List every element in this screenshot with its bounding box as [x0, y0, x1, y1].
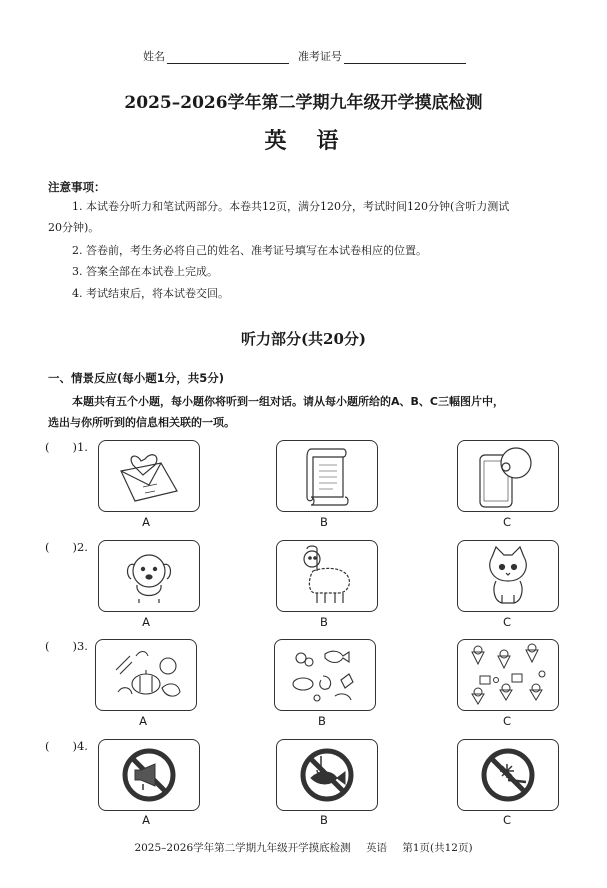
option-c-picture[interactable] — [457, 540, 559, 612]
notice-item: 4. 考试结束后，将本试卷交回。 — [72, 287, 229, 300]
name-blank[interactable] — [167, 51, 289, 64]
footer-subject: 英语 — [365, 842, 387, 854]
alpaca-icon — [277, 541, 377, 611]
option-label: A — [142, 515, 150, 529]
no-fireworks-icon — [458, 740, 558, 810]
option-label: C — [502, 813, 512, 827]
option-c-picture[interactable] — [457, 639, 559, 711]
notice-item: 20分钟)。 — [48, 221, 100, 234]
page-footer — [0, 840, 607, 855]
part-heading: 一、情景反应(每小题1分，共5分) — [48, 371, 225, 385]
subject-title: 英 语 — [264, 128, 343, 154]
option-c-picture[interactable] — [457, 440, 559, 512]
name-field[interactable] — [143, 48, 289, 64]
option-label: C — [502, 714, 512, 728]
option-b-picture[interactable] — [276, 440, 378, 512]
no-horn-icon — [99, 740, 199, 810]
option-label: A — [142, 813, 150, 827]
name-label: 姓名 — [143, 50, 165, 63]
option-a-picture[interactable] — [98, 739, 200, 811]
option-label: B — [320, 515, 328, 529]
option-label: A — [142, 615, 150, 629]
footer-page-number: 第1页(共12页) — [402, 842, 473, 854]
desserts-icon — [458, 640, 558, 710]
notice-item: 1. 本试卷分听力和笔试两部分。本卷共12页，满分120分，考试时间120分钟(含听力测试 — [72, 200, 510, 213]
option-label: A — [139, 714, 147, 728]
option-c-picture[interactable] — [457, 739, 559, 811]
question-number[interactable]: ( )2. — [45, 540, 88, 554]
option-label: C — [502, 615, 512, 629]
no-fishing-icon — [277, 740, 377, 810]
envelope-heart-icon — [99, 441, 199, 511]
vegetables-icon — [96, 640, 196, 710]
notice-heading: 注意事项： — [48, 180, 106, 194]
option-label: B — [320, 615, 328, 629]
exam-number-field[interactable] — [298, 48, 466, 64]
exam-number-blank[interactable] — [344, 51, 466, 64]
question-number[interactable]: ( )4. — [45, 739, 88, 753]
option-a-picture[interactable] — [98, 540, 200, 612]
option-b-picture[interactable] — [276, 739, 378, 811]
exam-title: 2025–2026学年第二学期九年级开学摸底检测 — [124, 93, 483, 113]
option-a-picture[interactable] — [95, 639, 197, 711]
option-b-picture[interactable] — [274, 639, 376, 711]
option-label: B — [320, 813, 328, 827]
option-a-picture[interactable] — [98, 440, 200, 512]
smartphone-icon — [458, 441, 558, 511]
notice-item: 2. 答卷前，考生务必将自己的姓名、准考证号填写在本试卷相应的位置。 — [72, 244, 427, 257]
puppy-icon — [99, 541, 199, 611]
option-b-picture[interactable] — [276, 540, 378, 612]
section-title: 听力部分(共20分) — [240, 330, 367, 348]
question-number[interactable]: ( )1. — [45, 440, 88, 454]
kitten-icon — [458, 541, 558, 611]
exam-number-label: 准考证号 — [298, 50, 342, 63]
instructions-line: 选出与你所听到的信息相关联的一项。 — [48, 416, 235, 429]
instructions-line: 本题共有五个小题，每小题你将听到一组对话。请从每小题所给的A、B、C三幅图片中， — [72, 395, 504, 408]
scroll-icon — [277, 441, 377, 511]
question-number[interactable]: ( )3. — [45, 639, 88, 653]
option-label: B — [318, 714, 326, 728]
notice-item: 3. 答案全部在本试卷上完成。 — [72, 265, 218, 278]
footer-title: 2025–2026学年第二学期九年级开学摸底检测 — [134, 842, 351, 854]
option-label: C — [502, 515, 512, 529]
seafood-icon — [275, 640, 375, 710]
